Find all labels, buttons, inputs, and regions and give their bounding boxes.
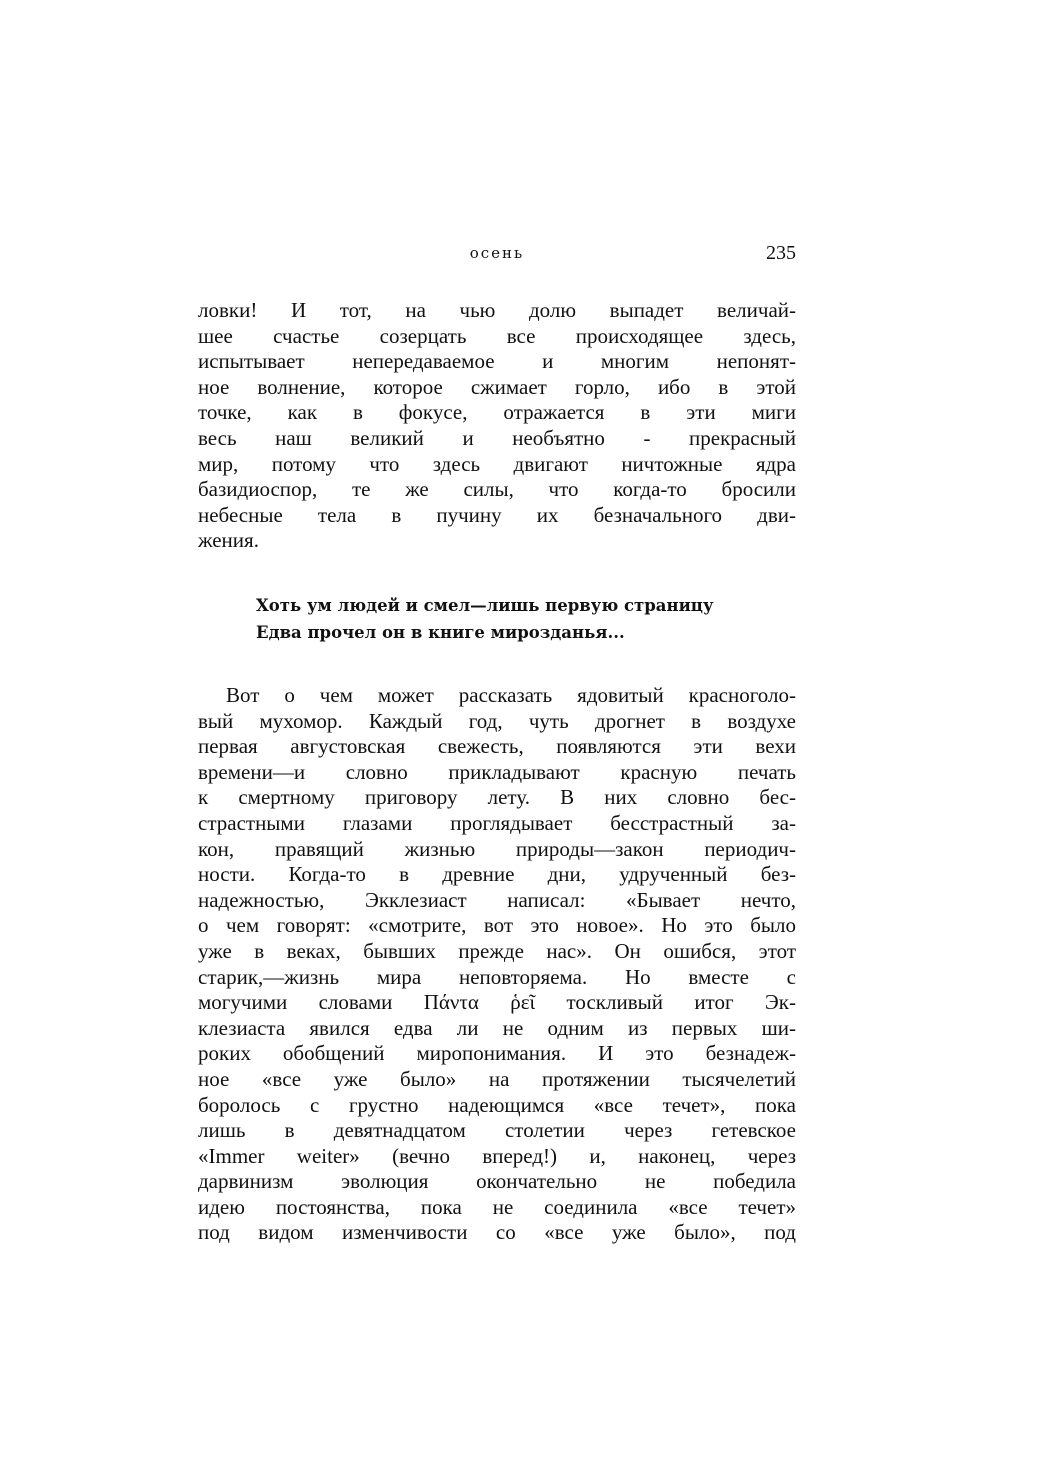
running-title: осень xyxy=(469,244,525,262)
text-line: уже в веках, бывших прежде нас». Он ошибся, этот xyxy=(198,938,796,963)
text-line: жения. xyxy=(198,528,259,553)
text-line: испытывает непередаваемое и многим непонят- xyxy=(198,349,796,374)
text-line: боролось с грустно надеющимся «все течет», пока xyxy=(198,1092,796,1117)
running-head xyxy=(198,244,796,268)
text-line: точке, как в фокусе, отражается в эти миги xyxy=(198,400,796,425)
text-line: времени—и словно прикладывают красную печать xyxy=(198,759,796,784)
text-line: старик,—жизнь мира неповторяема. Но вместе с xyxy=(198,964,796,989)
text-line: Вот о чем может рассказать ядовитый красноголо- xyxy=(226,683,796,707)
text-line: под видом изменчивости со «все уже было», под xyxy=(198,1220,796,1245)
paragraph-1 xyxy=(198,298,796,554)
text-line: роких обобщений миропонимания. И это безнадеж- xyxy=(198,1041,796,1066)
text-line: вый мухомор. Каждый год, чуть дрогнет в воздухе xyxy=(198,708,796,733)
text-line: шее счастье созерцать все происходящее здесь, xyxy=(198,323,796,348)
text-line: дарвинизм эволюция окончательно не победила xyxy=(198,1169,796,1194)
text-line: «Immer weiter» (вечно вперед!) и, наконец, через xyxy=(198,1143,796,1168)
epigraph-quote xyxy=(256,592,726,646)
text-line: о чем говорят: «смотрите, вот это новое». Но это было xyxy=(198,913,796,938)
text-line: весь наш великий и необъятно - прекрасный xyxy=(198,425,796,450)
text-line: кон, правящий жизнью природы—закон периодич- xyxy=(198,836,796,861)
epigraph-line: Хоть ум людей и смел—лишь первую страницу xyxy=(256,596,714,615)
text-line: идею постоянства, пока не соединила «все течет» xyxy=(198,1194,796,1219)
text-line: клезиаста явился едва ли не одним из первых ши- xyxy=(198,1015,796,1040)
text-line: к смертному приговору лету. В них словно бес- xyxy=(198,785,796,810)
text-line: базидиоспор, те же силы, что когда-то бросили xyxy=(198,477,796,502)
text-line: могучими словами Πάντα ῥεῖ тоскливый итог Эк- xyxy=(198,990,796,1015)
text-line: мир, потому что здесь двигают ничтожные ядра xyxy=(198,451,796,476)
text-line: ности. Когда-то в древние дни, удрученный без- xyxy=(198,862,796,887)
text-line: страстными глазами проглядывает бесстрастный за- xyxy=(198,810,796,835)
text-line: надежностью, Экклезиаст написал: «Бывает нечто, xyxy=(198,887,796,912)
page-number: 235 xyxy=(766,242,796,264)
epigraph-line: Едва прочел он в книге мирозданья... xyxy=(256,623,625,642)
text-line: лишь в девятнадцатом столетии через гетевское xyxy=(198,1118,796,1143)
text-line: ное волнение, которое сжимает горло, ибо в этой xyxy=(198,374,796,399)
text-line: ное «все уже было» на протяжении тысячелетий xyxy=(198,1066,796,1091)
text-line: первая августовская свежесть, появляются эти вехи xyxy=(198,734,796,759)
text-line: ловки! И тот, на чью долю выпадет величай- xyxy=(198,298,796,322)
text-line: небесные тела в пучину их безначального дви- xyxy=(198,502,796,527)
paragraph-2 xyxy=(198,683,796,1246)
